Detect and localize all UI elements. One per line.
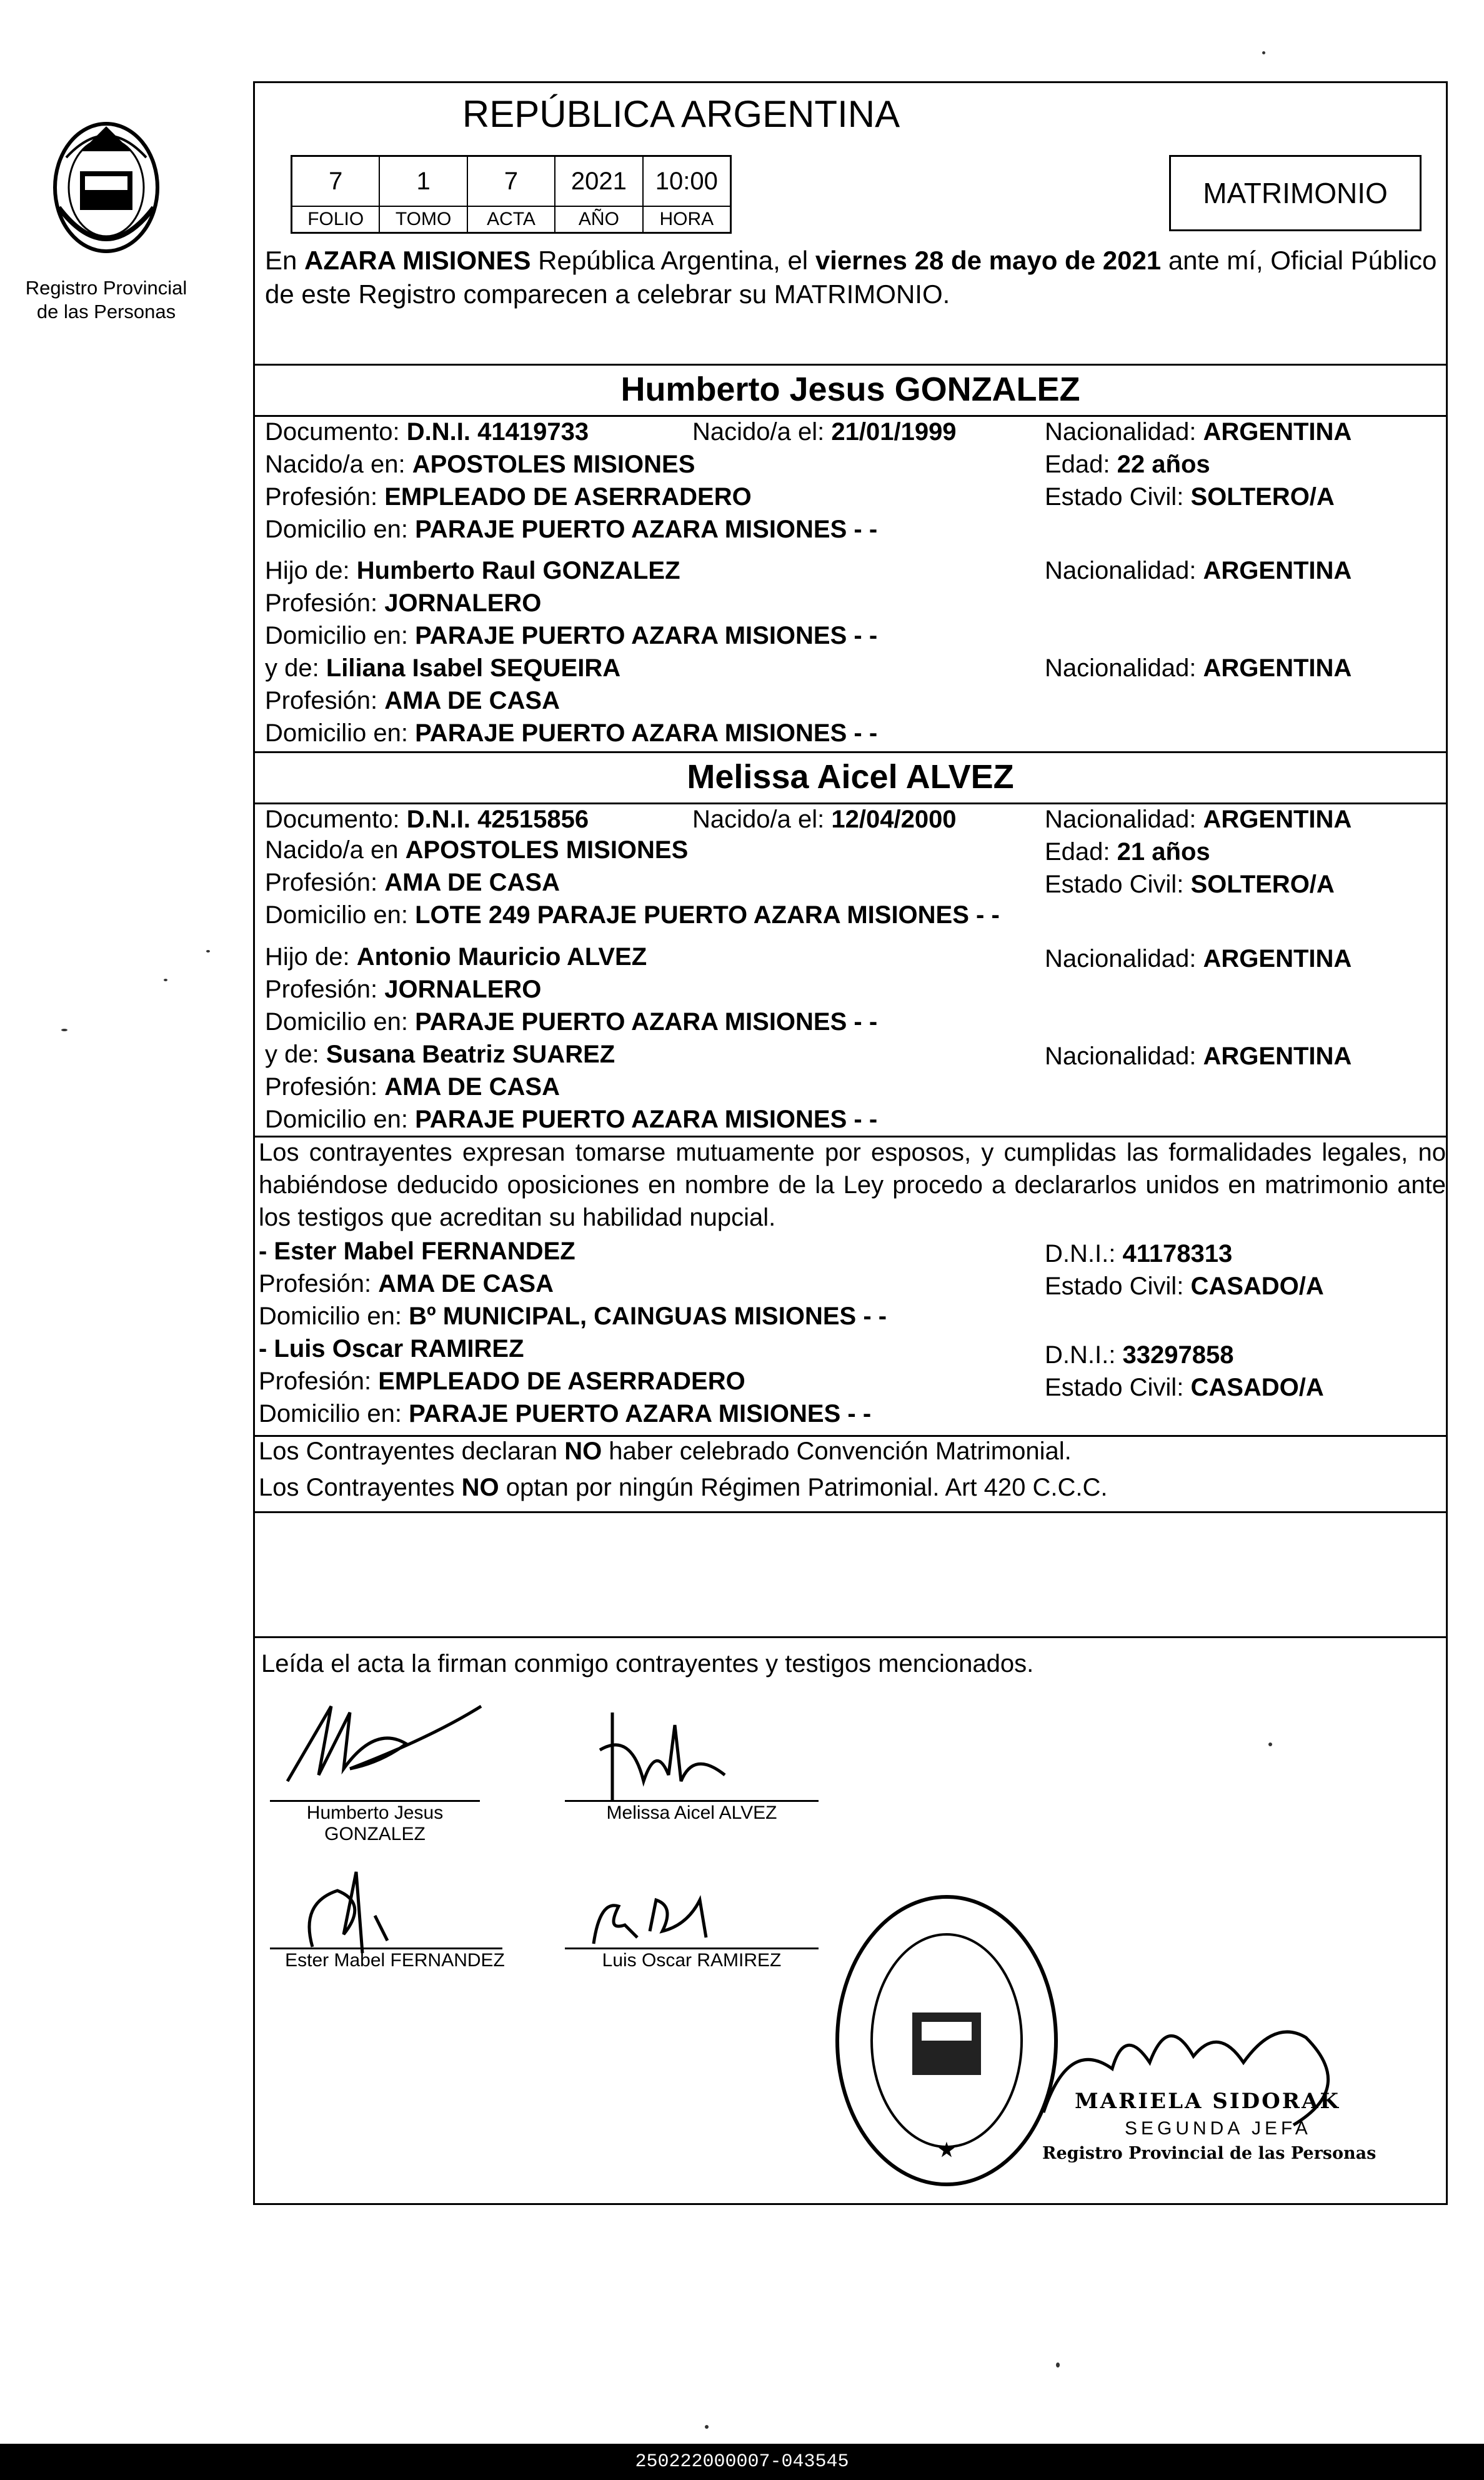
bride-mother-nationality: Nacionalidad: ARGENTINA [1045,1042,1352,1070]
witness-1-dni: D.N.I.: 41178313 [1045,1240,1233,1268]
groom-mother-profession: Profesión: AMA DE CASA [265,687,560,714]
closing-text: Leída el acta la firman conmigo contrayentes y testigos mencionados. [261,1650,1034,1678]
groom-mother-nationality: Nacionalidad: ARGENTINA [1045,654,1352,682]
registry-label: Registro Provincial de las Personas [25,277,187,322]
groom-mother: y de: Liliana Isabel SEQUEIRA [265,654,621,682]
bride-mother-domicile: Domicilio en: PARAJE PUERTO AZARA MISIONES - - [265,1106,878,1133]
witness-1-domicile: Domicilio en: Bº MUNICIPAL, CAINGUAS MISIONES - - [259,1302,887,1330]
official-name: MARIELA SIDORAK [1075,2089,1340,2114]
groom-mother-domicile: Domicilio en: PARAJE PUERTO AZARA MISIONES - - [265,719,878,747]
groom-civil-status: Estado Civil: SOLTERO/A [1045,483,1335,511]
scan-speck [705,2425,709,2429]
bride-profession: Profesión: AMA DE CASA [265,869,560,896]
witness-1-civil-status: Estado Civil: CASADO/A [1045,1272,1324,1300]
scan-speck [1268,1742,1272,1746]
scan-speck [61,1029,67,1031]
code-folio: 7 FOLIO [292,157,380,232]
code-hora: 10:00 HORA [644,157,730,232]
witness-1-profession: Profesión: AMA DE CASA [259,1270,554,1298]
witness-2-domicile: Domicilio en: PARAJE PUERTO AZARA MISIONES - - [259,1400,872,1428]
intro-paragraph: En AZARA MISIONES República Argentina, el viernes 28 de mayo de 2021 ante mí, Oficial Público de este Registro comparecen a celebrar su MATRIMONIO. [265,246,1437,309]
witness-1-signature-label: Ester Mabel FERNANDEZ [285,1950,505,1971]
groom-signature [275,1688,500,1809]
groom-father-profession: Profesión: JORNALERO [265,589,542,617]
witness-2-dni: D.N.I.: 33297858 [1045,1341,1234,1369]
registry-seal [831,1888,1062,2197]
bride-signature-label: Melissa Aicel ALVEZ [606,1802,777,1823]
groom-age: Edad: 22 años [1045,451,1210,478]
scan-speck [1056,2362,1060,2368]
divider [253,1636,1448,1638]
scan-speck [206,950,210,952]
official-role: SEGUNDA JEFA [1125,2118,1312,2139]
groom-domicile: Domicilio en: PARAJE PUERTO AZARA MISIONES - - [265,516,878,543]
act-type-box: MATRIMONIO [1169,155,1422,231]
witness-1-name: - Ester Mabel FERNANDEZ [259,1238,575,1265]
groom-nationality: Nacionalidad: ARGENTINA [1045,418,1352,446]
bride-signature [587,1706,750,1809]
groom-birthdate: Nacido/a el: 21/01/1999 [692,418,957,446]
witness-2-profession: Profesión: EMPLEADO DE ASERRADERO [259,1368,745,1395]
groom-signature-label: Humberto Jesus GONZALEZ [306,1802,444,1844]
declaration-text: Los contrayentes expresan tomarse mutuamente por esposos, y cumplidas las formalidades legales, no habiéndose deducido oposiciones en nombre de la Ley procedo a declararlos unidos en matrimonio ante los testigos que acreditan su habilidad nupcial. [259,1139,1446,1231]
provincial-emblem [44,114,169,270]
witness-2-signature-label: Luis Oscar RAMIREZ [602,1950,782,1971]
bride-nationality: Nacionalidad: ARGENTINA [1045,806,1352,833]
bride-father-domicile: Domicilio en: PARAJE PUERTO AZARA MISIONES - - [265,1008,878,1036]
signature-line [270,1800,480,1802]
scan-speck [1262,51,1265,54]
bride-mother-profession: Profesión: AMA DE CASA [265,1073,560,1101]
document-barcode-footer: 250222000007-043545 [0,2444,1484,2480]
witness-2-name: - Luis Oscar RAMIREZ [259,1335,524,1362]
groom-father: Hijo de: Humberto Raul GONZALEZ [265,557,680,584]
groom-document: Documento: D.N.I. 41419733 [265,418,589,446]
signature-line [565,1800,819,1802]
scan-speck [164,979,167,981]
svg-text:★: ★ [938,2140,955,2161]
divider [253,751,1448,753]
divider [253,364,1448,366]
code-tomo: 1 TOMO [380,157,467,232]
bride-domicile: Domicilio en: LOTE 249 PARAJE PUERTO AZARA MISIONES - - [265,901,1000,929]
groom-name: Humberto Jesus GONZALEZ [620,371,1080,408]
bride-father: Hijo de: Antonio Mauricio ALVEZ [265,943,647,971]
code-anio: 2021 AÑO [555,157,643,232]
bride-father-nationality: Nacionalidad: ARGENTINA [1045,945,1352,972]
bride-civil-status: Estado Civil: SOLTERO/A [1045,871,1335,898]
signature-line [565,1948,819,1949]
country-title: REPÚBLICA ARGENTINA [462,93,900,135]
signature-line [270,1948,502,1949]
bride-mother: y de: Susana Beatriz SUAREZ [265,1041,615,1068]
groom-father-nationality: Nacionalidad: ARGENTINA [1045,557,1352,584]
groom-profession: Profesión: EMPLEADO DE ASERRADERO [265,483,752,511]
witness-2-civil-status: Estado Civil: CASADO/A [1045,1374,1324,1401]
bride-name: Melissa Aicel ALVEZ [687,758,1014,796]
bride-age: Edad: 21 años [1045,838,1210,866]
groom-father-domicile: Domicilio en: PARAJE PUERTO AZARA MISIONES - - [265,622,878,649]
convention-line-2: Los Contrayentes NO optan por ningún Régimen Patrimonial. Art 420 C.C.C. [259,1474,1108,1501]
divider [253,1511,1448,1513]
groom-birthplace: Nacido/a en: APOSTOLES MISIONES [265,451,695,478]
bride-birthplace: Nacido/a en APOSTOLES MISIONES [265,836,689,864]
registration-codes [291,155,732,234]
bride-document: Documento: D.N.I. 42515856 [265,806,589,833]
bride-father-profession: Profesión: JORNALERO [265,976,542,1003]
convention-line-1: Los Contrayentes declaran NO haber celebrado Convención Matrimonial. [259,1438,1072,1465]
code-acta: 7 ACTA [468,157,555,232]
bride-birthdate: Nacido/a el: 12/04/2000 [692,806,957,833]
official-office: Registro Provincial de las Personas [1042,2144,1377,2163]
